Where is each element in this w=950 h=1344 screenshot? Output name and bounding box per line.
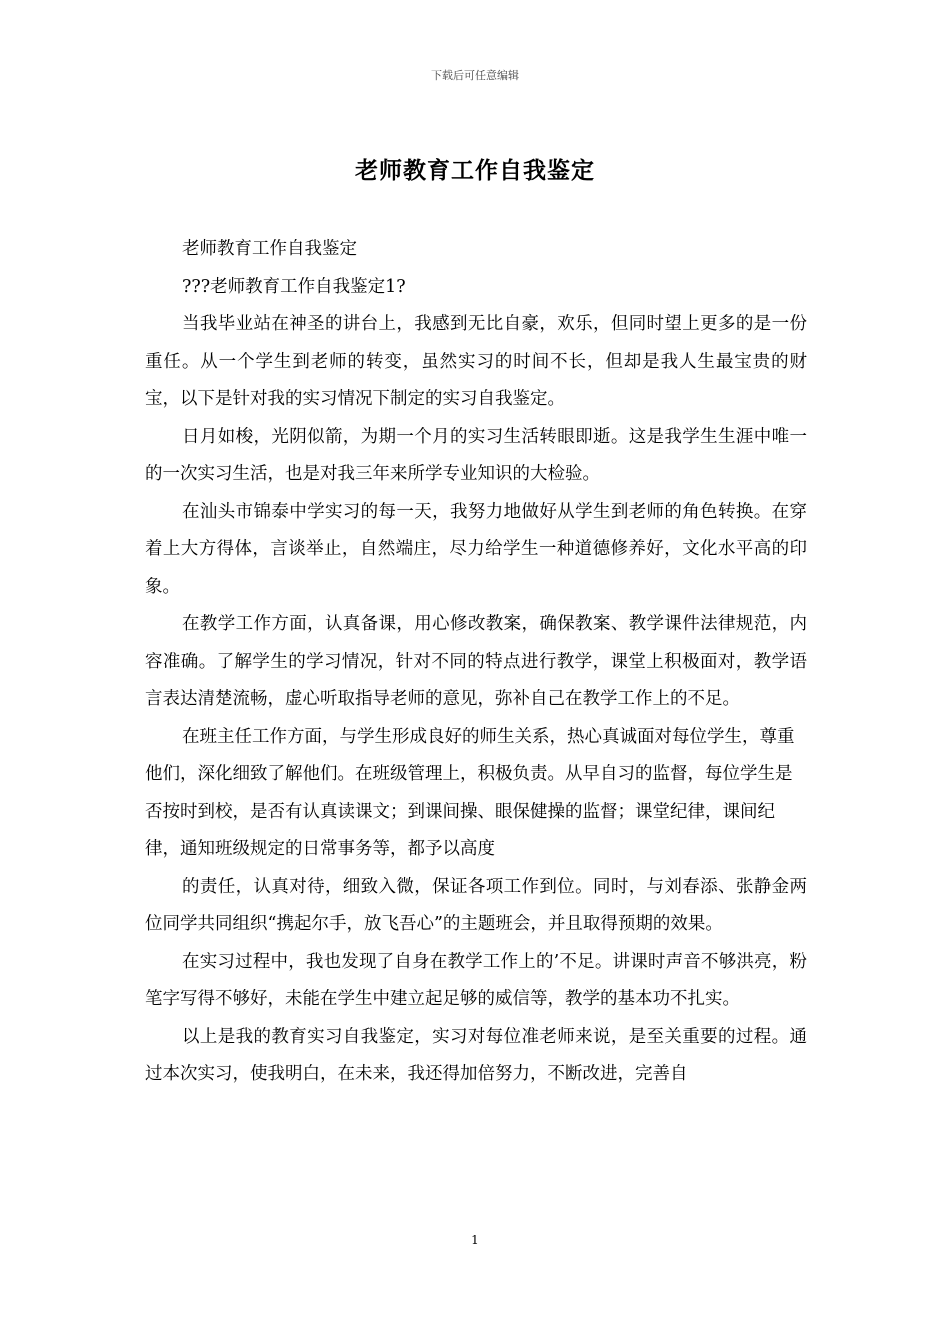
paragraph: 的责任，认真对待，细致入微，保证各项工作到位。同时，与刘春添、张静金两位同学共同组织“携起尔手，放飞吾心”的主题班会，并且取得预期的效果。 — [145, 876, 807, 934]
page-number: 1 — [471, 1233, 479, 1247]
paragraph: 在汕头市锦泰中学实习的每一天，我努力地做好从学生到老师的角色转换。在穿着上大方得体，言谈举止，自然端庄，尽力给学生一种道德修养好，文化水平高的印象。 — [145, 501, 807, 597]
paragraph: 日月如梭，光阴似箭，为期一个月的实习生活转眼即逝。这是我学生生涯中唯一的一次实习生活，也是对我三年来所学专业知识的大检验。 — [145, 426, 807, 484]
paragraph: 老师教育工作自我鉴定 — [182, 239, 357, 259]
paragraph: ???老师教育工作自我鉴定1? — [182, 276, 406, 297]
paragraph: 在教学工作方面，认真备课，用心修改教案，确保教案、教学课件法律规范，内容准确。了解学生的学习情况，针对不同的特点进行教学，课堂上积极面对，教学语言表达清楚流畅，虚心听取指导老师的意见，弥补自己在教学工作上的不足。 — [145, 614, 807, 709]
paragraph: 当我毕业站在神圣的讲台上，我感到无比自豪，欢乐，但同时望上更多的是一份重任。从一个学生到老师的转变，虽然实习的时间不长，但却是我人生最宝贵的财宝，以下是针对我的实习情况下制定的实习自我鉴定。 — [145, 314, 807, 409]
document-body — [145, 231, 807, 1094]
paragraph: 在实习过程中，我也发现了自身在教学工作上的’不足。讲课时声音不够洪亮，粉笔字写得不够好，未能在学生中建立起足够的威信等，教学的基本功不扎实。 — [145, 951, 807, 1009]
document-title: 老师教育工作自我鉴定 — [355, 157, 595, 184]
paragraph: 在班主任工作方面，与学生形成良好的师生关系，热心真诚面对每位学生，尊重他们，深化细致了解他们。在班级管理上，积极负责。从早自习的监督，每位学生是否按时到校，是否有认真读课文；到课间操、眼保健操的监督；课堂纪律，课间纪律，通知班级规定的日常事务等，都予以高度 — [145, 726, 795, 859]
header-note: 下载后可任意编辑 — [431, 69, 519, 82]
paragraph: 以上是我的教育实习自我鉴定，实习对每位准老师来说，是至关重要的过程。通过本次实习，使我明白，在未来，我还得加倍努力，不断改进，完善自 — [145, 1026, 807, 1084]
